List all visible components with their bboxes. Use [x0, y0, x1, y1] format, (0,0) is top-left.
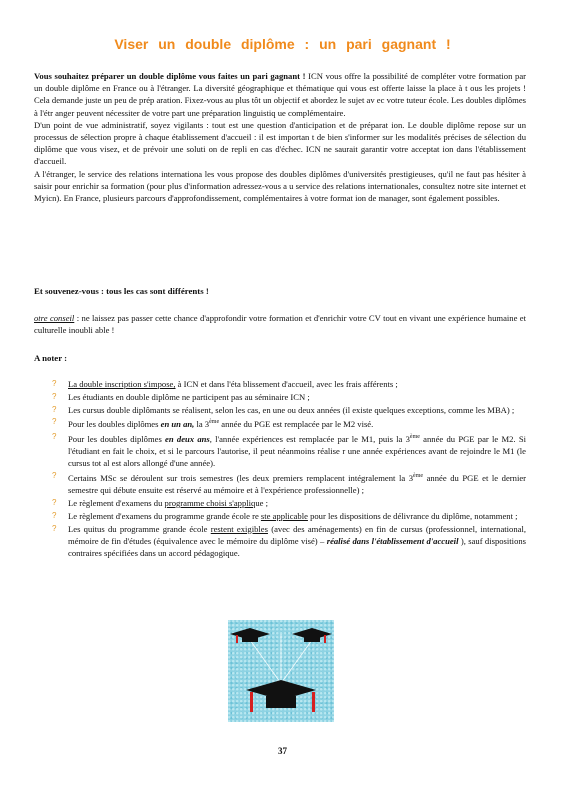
list-item: ? Les quitus du programme grande école restent exigibles (avec des aménagements) en fin de cursus (professionnel, international, mémoire de fin d'études (équivalence avec le mémoire du diplôme visé) – réalisé dans l'établissement d'accueil ), sauf dispositions contraires spécifiées dans un accord pédagogique. — [52, 523, 527, 558]
graduation-caps-illustration — [228, 620, 334, 722]
conseil-section — [34, 312, 526, 336]
intro-text-1: ICN vous offre la possibilité de compléter votre formation par un double diplôme en France ou à l'étranger. La diversité géographique et thématique qui vous est offerte laisse la place à t ous les projets ! Cela demande juste un peu de prép aration. Fixez-vous au plus tôt un objectif et abordez le sujet av ec votre tuteur école. Les doubles diplômes à l'étr anger peuvent nécessiter de votre part une préparation linguistiq ue complémentaire. — [34, 71, 526, 118]
bullet-icon: ? — [52, 379, 57, 388]
intro-section — [34, 70, 526, 204]
note-heading: A noter : — [34, 353, 68, 363]
bullet-icon: ? — [52, 417, 57, 427]
intro-paragraph-3: A l'étranger, le service des relations internationa les vous propose des doubles diplômes d'universités prestigieuses, qu'il ne faut pas hésiter à saisir pour enrichir sa formation (pour plus d'information adressez-vous a u service des relations internationales, consultez notre site internet et Myicn). En France, plusieurs parcours d'approfondissement, complémentaires à votre format ion de manager, sont également possibles. — [34, 168, 526, 204]
list-item: ? Les cursus double diplômants se réalisent, selon les cas, en une ou deux années (il existe quelques exceptions, comme les MBA) ; — [52, 404, 515, 415]
page-number: 37 — [278, 746, 287, 756]
notes-list — [34, 378, 526, 560]
bullet-icon: ? — [52, 471, 57, 481]
bullet-icon: ? — [52, 404, 57, 414]
list-item: ? Le règlement d'examens du programme grande école re ste applicable pour les dispositions de délivrance du diplôme, notamment ; — [52, 510, 518, 521]
bullet-icon: ? — [52, 523, 57, 533]
bullet-icon: ? — [52, 497, 57, 507]
graduation-cap-icon — [228, 620, 334, 722]
intro-paragraph-2: D'un point de vue administratif, soyez vigilants : tout est une question d'anticipation et de préparat ion. Le double diplôme repose sur un processus de sélection propre à chaque établissement d'accueil : il est importan t de bien s'informer sur les modalités précises de sélection du diplôme que vous visez, et de prévoir une soluti on de repli en cas d'échec. ICN ne saurait garantir votre acceptat ion dans l'établissement d'accueil. — [34, 119, 526, 167]
bullet-icon: ? — [52, 391, 57, 401]
intro-paragraph-1 — [34, 70, 526, 119]
list-item: ? Pour les doubles diplômes en deux ans, l'année expériences est remplacée par le M1, puis la 3ème année du PGE par le M2. Si l'étudiant en fait le choix, et si le parcours l'autorise, il peut néanmoins réalise r une année expériences avant de rejoindre le M1 (le cursus tot al est alors allongé d'une année). — [52, 432, 526, 469]
intro-lead: Vous souhaitez préparer un double diplôme vous faites un pari gagnant ! — [34, 71, 306, 81]
section-heading-cases: Et souvenez-vous : tous les cas sont différents ! — [34, 286, 209, 296]
list-item: ? Les étudiants en double diplôme ne participent pas au séminaire ICN ; — [52, 391, 310, 402]
list-item: ? Pour les doubles diplômes en un an, la 3ème année du PGE est remplacée par le M2 visé. — [52, 417, 374, 430]
list-item: ? Le règlement d'examens du programme choisi s'applique ; — [52, 497, 268, 508]
page-title: Viser un double diplôme : un pari gagnant ! — [114, 36, 451, 52]
bullet-icon: ? — [52, 432, 57, 442]
conseil-text: : ne laissez pas passer cette chance d'approfondir votre formation et d'enrichir votre CV tout en vivant une expérience humaine et culturelle inoubli able ! — [34, 313, 526, 336]
list-item: ? Certains MSc se déroulent sur trois semestres (les deux premiers remplacent intégralement la 3ème année du PGE et le dernier semestre qui débute ensuite est réservé au mémoire et à l'expérience professionnelle) ; — [52, 471, 527, 496]
list-item: ? La double inscription s'impose, à ICN et dans l'éta blissement d'accueil, avec les frais afférents ; — [52, 379, 398, 389]
conseil-label: otre conseil — [34, 313, 75, 323]
bullet-icon: ? — [52, 510, 57, 520]
